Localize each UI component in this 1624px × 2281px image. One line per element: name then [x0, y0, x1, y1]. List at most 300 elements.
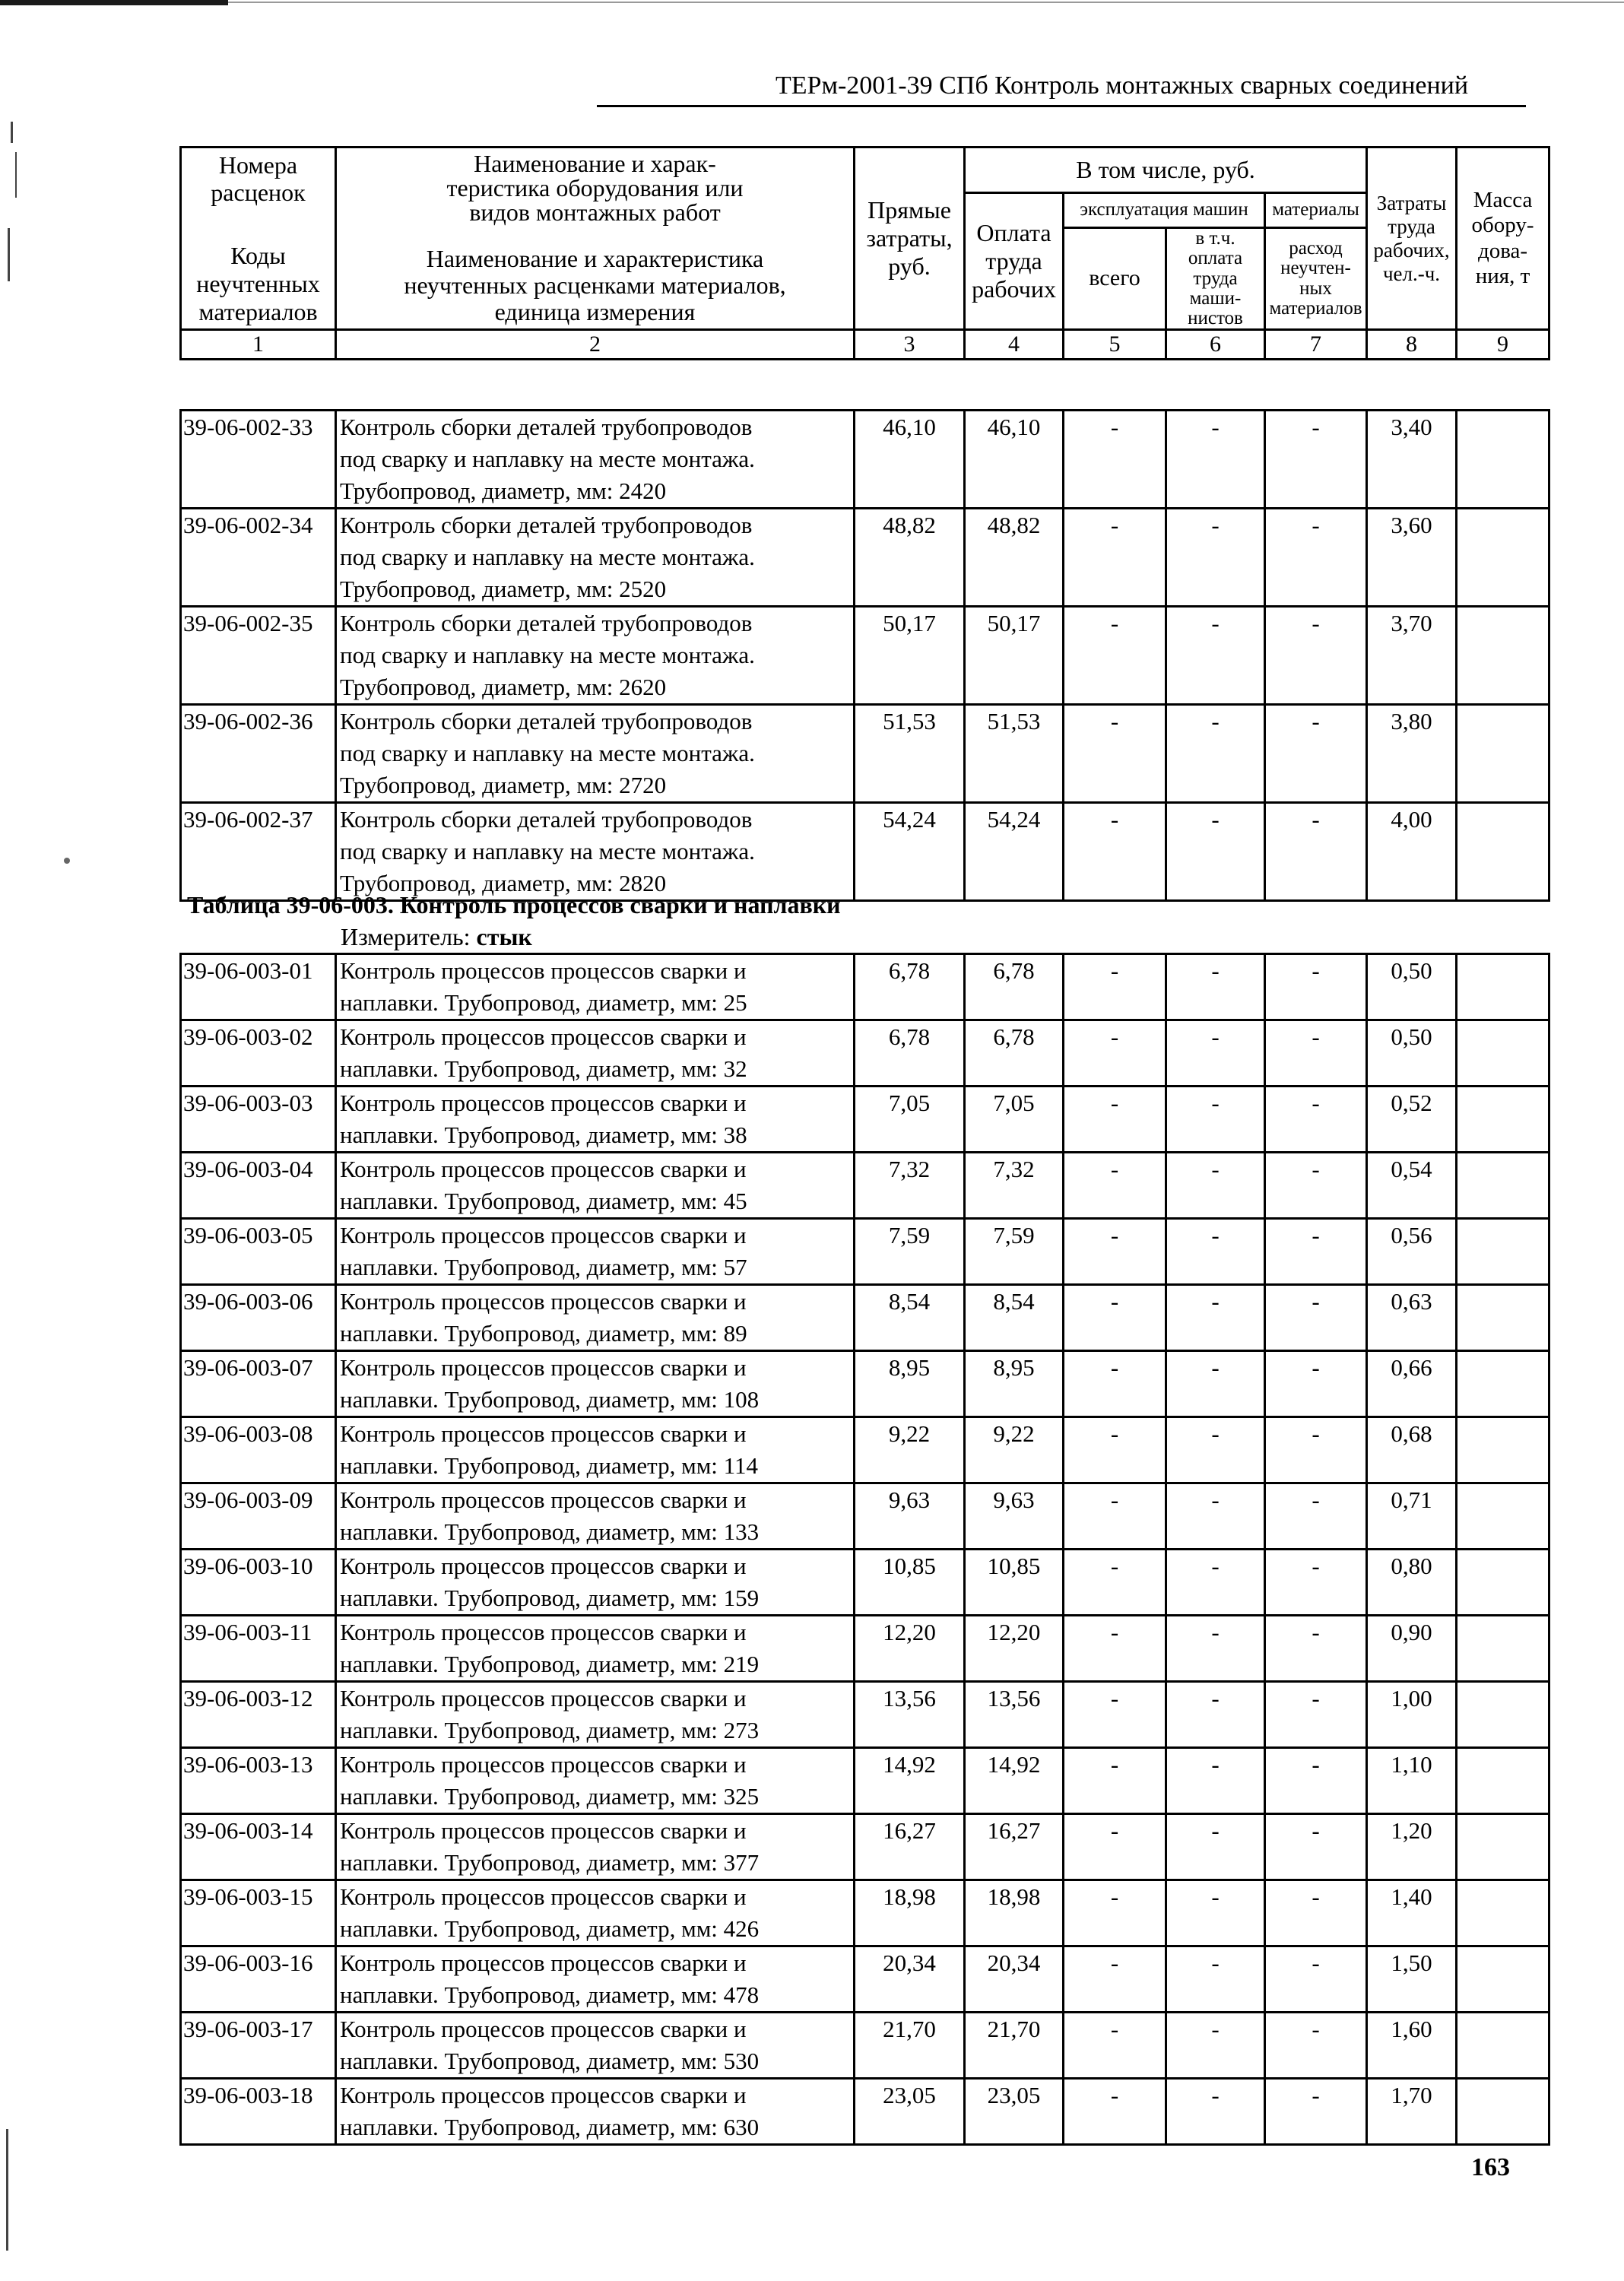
- worker-wages: 10,85: [965, 1550, 1064, 1616]
- machines-total: -: [1064, 954, 1166, 1020]
- header-machines-total: всего: [1064, 228, 1166, 330]
- description-line: Контроль процессов процессов сварки и: [340, 2082, 747, 2108]
- worker-wages: 13,56: [965, 1682, 1064, 1748]
- description-line: под сварку и наплавку на месте монтажа.: [340, 838, 755, 864]
- worker-wages: 9,63: [965, 1483, 1064, 1550]
- description-line: Контроль процессов процессов сварки и: [340, 1685, 747, 1712]
- header-materials-group: материалы: [1265, 193, 1367, 228]
- machines-total: -: [1064, 1550, 1166, 1616]
- machines-total: -: [1064, 2079, 1166, 2145]
- labor-hours: 3,70: [1367, 607, 1457, 705]
- equipment-mass: [1457, 1219, 1549, 1285]
- direct-costs: 54,24: [855, 803, 965, 901]
- labor-hours: 1,20: [1367, 1814, 1457, 1880]
- rate-description: [336, 1880, 855, 1946]
- unaccounted-materials: -: [1265, 1550, 1367, 1616]
- operator-wages: -: [1166, 1483, 1265, 1550]
- machines-total: -: [1064, 803, 1166, 901]
- equipment-mass: [1457, 1682, 1549, 1748]
- header-direct-costs: Прямые затраты, руб.: [855, 148, 965, 330]
- description-line: Контроль процессов процессов сварки и: [340, 1156, 747, 1182]
- description-line: наплавки. Трубопровод, диаметр, мм: 89: [340, 1320, 747, 1347]
- table-39-06-002: [179, 409, 1550, 902]
- description-line: под сварку и наплавку на месте монтажа.: [340, 642, 755, 668]
- unaccounted-materials: -: [1265, 1351, 1367, 1417]
- machines-total: -: [1064, 509, 1166, 607]
- description-line: под сварку и наплавку на месте монтажа.: [340, 740, 755, 766]
- table-row: [181, 1814, 1549, 1880]
- labor-hours: 0,54: [1367, 1153, 1457, 1219]
- table-row: [181, 509, 1549, 607]
- description-line: Контроль процессов процессов сварки и: [340, 1817, 747, 1844]
- direct-costs: 21,70: [855, 2013, 965, 2079]
- rate-description: [336, 1748, 855, 1814]
- worker-wages: 6,78: [965, 1020, 1064, 1087]
- equipment-mass: [1457, 1616, 1549, 1682]
- header-name: Наименование и харак- теристика оборудования или видов монтажных работ Наименование и характеристика неучтенных расценками материалов, единица измерения: [336, 148, 855, 330]
- rate-code: 39-06-003-05: [181, 1219, 336, 1285]
- labor-hours: 0,63: [1367, 1285, 1457, 1351]
- worker-wages: 12,20: [965, 1616, 1064, 1682]
- worker-wages: 8,95: [965, 1351, 1064, 1417]
- unaccounted-materials: -: [1265, 1483, 1367, 1550]
- description-line: Контроль процессов процессов сварки и: [340, 1486, 747, 1513]
- table-row: [181, 1087, 1549, 1153]
- operator-wages: -: [1166, 803, 1265, 901]
- direct-costs: 16,27: [855, 1814, 965, 1880]
- rate-code: 39-06-003-13: [181, 1748, 336, 1814]
- unaccounted-materials: -: [1265, 1087, 1367, 1153]
- machines-total: -: [1064, 1417, 1166, 1483]
- worker-wages: 7,32: [965, 1153, 1064, 1219]
- description-line: Контроль сборки деталей трубопроводов: [340, 414, 753, 440]
- unaccounted-materials: -: [1265, 1682, 1367, 1748]
- machines-total: -: [1064, 1880, 1166, 1946]
- machines-total: -: [1064, 1285, 1166, 1351]
- rate-code: 39-06-003-14: [181, 1814, 336, 1880]
- worker-wages: 9,22: [965, 1417, 1064, 1483]
- equipment-mass: [1457, 1285, 1549, 1351]
- equipment-mass: [1457, 1748, 1549, 1814]
- equipment-mass: [1457, 1020, 1549, 1087]
- table-row: [181, 1285, 1549, 1351]
- column-number: 4: [965, 330, 1064, 360]
- description-line: Контроль процессов процессов сварки и: [340, 1090, 747, 1116]
- table-row: [181, 1483, 1549, 1550]
- rate-description: [336, 1219, 855, 1285]
- running-header: ТЕРм-2001-39 СПб Контроль монтажных сварных соединений: [776, 71, 1469, 100]
- equipment-mass: [1457, 1550, 1549, 1616]
- unaccounted-materials: -: [1265, 1748, 1367, 1814]
- column-header-table: [179, 146, 1550, 360]
- margin-mark: [15, 152, 17, 198]
- unaccounted-materials: -: [1265, 803, 1367, 901]
- machines-total: -: [1064, 1483, 1166, 1550]
- table-row: [181, 2013, 1549, 2079]
- table-row: [181, 1880, 1549, 1946]
- rate-description: [336, 1682, 855, 1748]
- page-number: 163: [1471, 2153, 1510, 2181]
- unaccounted-materials: -: [1265, 1153, 1367, 1219]
- equipment-mass: [1457, 1814, 1549, 1880]
- labor-hours: 0,80: [1367, 1550, 1457, 1616]
- equipment-mass: [1457, 607, 1549, 705]
- labor-hours: 0,50: [1367, 1020, 1457, 1087]
- operator-wages: -: [1166, 1748, 1265, 1814]
- equipment-mass: [1457, 2013, 1549, 2079]
- direct-costs: 8,54: [855, 1285, 965, 1351]
- rate-code: 39-06-003-10: [181, 1550, 336, 1616]
- description-line: наплавки. Трубопровод, диаметр, мм: 273: [340, 1717, 760, 1743]
- rate-description: [336, 2079, 855, 2145]
- labor-hours: 1,40: [1367, 1880, 1457, 1946]
- description-line: Контроль сборки деталей трубопроводов: [340, 610, 753, 636]
- direct-costs: 14,92: [855, 1748, 965, 1814]
- labor-hours: 0,56: [1367, 1219, 1457, 1285]
- machines-total: -: [1064, 1946, 1166, 2013]
- description-line: наплавки. Трубопровод, диаметр, мм: 114: [340, 1452, 759, 1479]
- description-line: наплавки. Трубопровод, диаметр, мм: 530: [340, 2048, 760, 2074]
- rate-description: [336, 509, 855, 607]
- header-equipment-mass: Масса обору- дова- ния, т: [1457, 148, 1549, 330]
- machines-total: -: [1064, 705, 1166, 803]
- table-row: [181, 2079, 1549, 2145]
- operator-wages: -: [1166, 1087, 1265, 1153]
- operator-wages: -: [1166, 1153, 1265, 1219]
- operator-wages: -: [1166, 607, 1265, 705]
- labor-hours: 3,60: [1367, 509, 1457, 607]
- rate-code: 39-06-003-07: [181, 1351, 336, 1417]
- machines-total: -: [1064, 607, 1166, 705]
- operator-wages: -: [1166, 1880, 1265, 1946]
- rate-description: [336, 1417, 855, 1483]
- rate-description: [336, 1351, 855, 1417]
- direct-costs: 6,78: [855, 954, 965, 1020]
- rate-description: [336, 1285, 855, 1351]
- machines-total: -: [1064, 1682, 1166, 1748]
- direct-costs: 7,05: [855, 1087, 965, 1153]
- equipment-mass: [1457, 411, 1549, 509]
- rate-code: 39-06-003-06: [181, 1285, 336, 1351]
- operator-wages: -: [1166, 1946, 1265, 2013]
- description-line: наплавки. Трубопровод, диаметр, мм: 45: [340, 1188, 747, 1214]
- rate-code: 39-06-003-18: [181, 2079, 336, 2145]
- description-line: Контроль сборки деталей трубопроводов: [340, 512, 753, 538]
- description-line: Контроль процессов процессов сварки и: [340, 1222, 747, 1248]
- labor-hours: 0,52: [1367, 1087, 1457, 1153]
- measure-unit-label: Измеритель: стык: [341, 923, 532, 950]
- description-line: Контроль процессов процессов сварки и: [340, 1949, 747, 1976]
- margin-mark: [8, 228, 10, 281]
- table-row: [181, 1748, 1549, 1814]
- scan-edge-shadow: [0, 0, 228, 5]
- equipment-mass: [1457, 2079, 1549, 2145]
- rate-description: [336, 803, 855, 901]
- rate-description: [336, 1483, 855, 1550]
- machines-total: -: [1064, 1814, 1166, 1880]
- rate-description: [336, 1946, 855, 2013]
- equipment-mass: [1457, 1880, 1549, 1946]
- direct-costs: 23,05: [855, 2079, 965, 2145]
- labor-hours: 0,68: [1367, 1417, 1457, 1483]
- labor-hours: 3,80: [1367, 705, 1457, 803]
- worker-wages: 48,82: [965, 509, 1064, 607]
- worker-wages: 46,10: [965, 411, 1064, 509]
- description-line: Контроль процессов процессов сварки и: [340, 1751, 747, 1778]
- direct-costs: 6,78: [855, 1020, 965, 1087]
- operator-wages: -: [1166, 1682, 1265, 1748]
- header-labor-hours: Затраты труда рабочих, чел.-ч.: [1367, 148, 1457, 330]
- description-line: Контроль процессов процессов сварки и: [340, 1883, 747, 1910]
- description-line: наплавки. Трубопровод, диаметр, мм: 325: [340, 1783, 760, 1810]
- rate-code: 39-06-002-34: [181, 509, 336, 607]
- rate-code: 39-06-003-09: [181, 1483, 336, 1550]
- table-row: [181, 1153, 1549, 1219]
- column-number: 1: [181, 330, 336, 360]
- table-row: [181, 1417, 1549, 1483]
- description-line: Контроль процессов процессов сварки и: [340, 1619, 747, 1645]
- operator-wages: -: [1166, 1417, 1265, 1483]
- rate-code: 39-06-003-08: [181, 1417, 336, 1483]
- table-row: [181, 1616, 1549, 1682]
- unaccounted-materials: -: [1265, 607, 1367, 705]
- description-line: наплавки. Трубопровод, диаметр, мм: 219: [340, 1651, 760, 1677]
- operator-wages: -: [1166, 411, 1265, 509]
- equipment-mass: [1457, 954, 1549, 1020]
- machines-total: -: [1064, 2013, 1166, 2079]
- equipment-mass: [1457, 1087, 1549, 1153]
- description-line: Трубопровод, диаметр, мм: 2620: [340, 674, 667, 700]
- column-number: 3: [855, 330, 965, 360]
- operator-wages: -: [1166, 1285, 1265, 1351]
- description-line: наплавки. Трубопровод, диаметр, мм: 426: [340, 1915, 760, 1942]
- rate-code: 39-06-003-04: [181, 1153, 336, 1219]
- worker-wages: 23,05: [965, 2079, 1064, 2145]
- table-row: [181, 1682, 1549, 1748]
- worker-wages: 7,59: [965, 1219, 1064, 1285]
- description-line: наплавки. Трубопровод, диаметр, мм: 25: [340, 989, 747, 1016]
- margin-mark: [11, 122, 13, 143]
- rate-code: 39-06-003-02: [181, 1020, 336, 1087]
- direct-costs: 48,82: [855, 509, 965, 607]
- rate-code: 39-06-002-37: [181, 803, 336, 901]
- direct-costs: 51,53: [855, 705, 965, 803]
- rate-code: 39-06-003-01: [181, 954, 336, 1020]
- rate-code: 39-06-002-36: [181, 705, 336, 803]
- direct-costs: 8,95: [855, 1351, 965, 1417]
- machines-total: -: [1064, 1153, 1166, 1219]
- machines-total: -: [1064, 1219, 1166, 1285]
- table-row: [181, 1946, 1549, 2013]
- description-line: наплавки. Трубопровод, диаметр, мм: 32: [340, 1055, 747, 1082]
- description-line: Трубопровод, диаметр, мм: 2520: [340, 576, 667, 602]
- labor-hours: 1,60: [1367, 2013, 1457, 2079]
- description-line: Контроль процессов процессов сварки и: [340, 957, 747, 984]
- rate-description: [336, 1616, 855, 1682]
- machines-total: -: [1064, 1351, 1166, 1417]
- direct-costs: 13,56: [855, 1682, 965, 1748]
- description-line: наплавки. Трубопровод, диаметр, мм: 133: [340, 1518, 760, 1545]
- labor-hours: 0,71: [1367, 1483, 1457, 1550]
- labor-hours: 0,90: [1367, 1616, 1457, 1682]
- worker-wages: 51,53: [965, 705, 1064, 803]
- description-line: Контроль процессов процессов сварки и: [340, 2016, 747, 2042]
- description-line: Контроль сборки деталей трубопроводов: [340, 806, 753, 833]
- table-39-06-003: [179, 953, 1550, 2146]
- equipment-mass: [1457, 1351, 1549, 1417]
- labor-hours: 0,66: [1367, 1351, 1457, 1417]
- unaccounted-materials: -: [1265, 1219, 1367, 1285]
- table-row: [181, 1550, 1549, 1616]
- unaccounted-materials: -: [1265, 1020, 1367, 1087]
- direct-costs: 20,34: [855, 1946, 965, 2013]
- equipment-mass: [1457, 705, 1549, 803]
- unaccounted-materials: -: [1265, 1814, 1367, 1880]
- machines-total: -: [1064, 1748, 1166, 1814]
- rate-description: [336, 411, 855, 509]
- column-number: 8: [1367, 330, 1457, 360]
- equipment-mass: [1457, 1417, 1549, 1483]
- unaccounted-materials: -: [1265, 1946, 1367, 2013]
- rate-code: 39-06-003-12: [181, 1682, 336, 1748]
- unaccounted-materials: -: [1265, 509, 1367, 607]
- unaccounted-materials: -: [1265, 2079, 1367, 2145]
- direct-costs: 46,10: [855, 411, 965, 509]
- operator-wages: -: [1166, 2013, 1265, 2079]
- description-line: под сварку и наплавку на месте монтажа.: [340, 446, 755, 472]
- machines-total: -: [1064, 1616, 1166, 1682]
- table-row: [181, 803, 1549, 901]
- column-number: 7: [1265, 330, 1367, 360]
- description-line: наплавки. Трубопровод, диаметр, мм: 159: [340, 1585, 760, 1611]
- column-number: 2: [336, 330, 855, 360]
- rate-code: 39-06-002-33: [181, 411, 336, 509]
- description-line: Трубопровод, диаметр, мм: 2720: [340, 772, 667, 798]
- header-machines-group: эксплуатация машин: [1064, 193, 1265, 228]
- machines-total: -: [1064, 411, 1166, 509]
- worker-wages: 20,34: [965, 1946, 1064, 2013]
- labor-hours: 3,40: [1367, 411, 1457, 509]
- equipment-mass: [1457, 1153, 1549, 1219]
- operator-wages: -: [1166, 1020, 1265, 1087]
- header-rule: [597, 105, 1526, 107]
- worker-wages: 21,70: [965, 2013, 1064, 2079]
- rate-code: 39-06-003-15: [181, 1880, 336, 1946]
- labor-hours: 4,00: [1367, 803, 1457, 901]
- direct-costs: 9,22: [855, 1417, 965, 1483]
- operator-wages: -: [1166, 1550, 1265, 1616]
- rate-code: 39-06-003-11: [181, 1616, 336, 1682]
- operator-wages: -: [1166, 954, 1265, 1020]
- labor-hours: 1,10: [1367, 1748, 1457, 1814]
- labor-hours: 0,50: [1367, 954, 1457, 1020]
- table-row: [181, 954, 1549, 1020]
- description-line: наплавки. Трубопровод, диаметр, мм: 377: [340, 1849, 760, 1876]
- description-line: наплавки. Трубопровод, диаметр, мм: 630: [340, 2114, 760, 2140]
- machines-total: -: [1064, 1087, 1166, 1153]
- direct-costs: 50,17: [855, 607, 965, 705]
- equipment-mass: [1457, 1946, 1549, 2013]
- operator-wages: -: [1166, 1616, 1265, 1682]
- operator-wages: -: [1166, 1219, 1265, 1285]
- unaccounted-materials: -: [1265, 1880, 1367, 1946]
- description-line: Контроль процессов процессов сварки и: [340, 1553, 747, 1579]
- rate-code: 39-06-002-35: [181, 607, 336, 705]
- header-unaccounted-materials: расход неучтен- ных материалов: [1265, 228, 1367, 330]
- worker-wages: 16,27: [965, 1814, 1064, 1880]
- operator-wages: -: [1166, 509, 1265, 607]
- header-rate-number: Номера расценок Коды неучтенных материалов: [181, 148, 336, 330]
- rate-code: 39-06-003-17: [181, 2013, 336, 2079]
- header-including-group: В том числе, руб.: [965, 148, 1367, 193]
- rate-description: [336, 2013, 855, 2079]
- rate-description: [336, 705, 855, 803]
- margin-mark: [6, 2129, 8, 2251]
- worker-wages: 18,98: [965, 1880, 1064, 1946]
- description-line: под сварку и наплавку на месте монтажа.: [340, 544, 755, 570]
- column-number: 6: [1166, 330, 1265, 360]
- description-line: Контроль сборки деталей трубопроводов: [340, 708, 753, 734]
- equipment-mass: [1457, 803, 1549, 901]
- operator-wages: -: [1166, 705, 1265, 803]
- description-line: наплавки. Трубопровод, диаметр, мм: 108: [340, 1386, 760, 1413]
- description-line: наплавки. Трубопровод, диаметр, мм: 478: [340, 1981, 760, 2008]
- scan-top-line: [228, 2, 1624, 3]
- rate-code: 39-06-003-03: [181, 1087, 336, 1153]
- labor-hours: 1,00: [1367, 1682, 1457, 1748]
- equipment-mass: [1457, 509, 1549, 607]
- rate-code: 39-06-003-16: [181, 1946, 336, 2013]
- table-row: [181, 1020, 1549, 1087]
- table-title: Таблица 39-06-003. Контроль процессов сварки и наплавки: [187, 891, 841, 918]
- operator-wages: -: [1166, 1351, 1265, 1417]
- unaccounted-materials: -: [1265, 2013, 1367, 2079]
- unaccounted-materials: -: [1265, 705, 1367, 803]
- labor-hours: 1,50: [1367, 1946, 1457, 2013]
- equipment-mass: [1457, 1483, 1549, 1550]
- description-line: Контроль процессов процессов сварки и: [340, 1023, 747, 1050]
- direct-costs: 18,98: [855, 1880, 965, 1946]
- table-row: [181, 705, 1549, 803]
- table-row: [181, 607, 1549, 705]
- worker-wages: 6,78: [965, 954, 1064, 1020]
- table-row: [181, 1219, 1549, 1285]
- unaccounted-materials: -: [1265, 1417, 1367, 1483]
- table-row: [181, 411, 1549, 509]
- column-number: 9: [1457, 330, 1549, 360]
- worker-wages: 8,54: [965, 1285, 1064, 1351]
- description-line: наплавки. Трубопровод, диаметр, мм: 38: [340, 1121, 747, 1148]
- rate-description: [336, 607, 855, 705]
- description-line: Трубопровод, диаметр, мм: 2420: [340, 477, 667, 504]
- rate-description: [336, 1087, 855, 1153]
- description-line: Трубопровод, диаметр, мм: 2820: [340, 870, 667, 896]
- rate-description: [336, 1153, 855, 1219]
- header-worker-wages: Оплата труда рабочих: [965, 193, 1064, 330]
- column-number: 5: [1064, 330, 1166, 360]
- direct-costs: 10,85: [855, 1550, 965, 1616]
- header-operator-wages: в т.ч. оплата труда маши- нистов: [1166, 228, 1265, 330]
- scan-speck: [64, 858, 70, 864]
- unaccounted-materials: -: [1265, 411, 1367, 509]
- description-line: наплавки. Трубопровод, диаметр, мм: 57: [340, 1254, 747, 1280]
- unaccounted-materials: -: [1265, 954, 1367, 1020]
- rate-description: [336, 1550, 855, 1616]
- table-row: [181, 1351, 1549, 1417]
- description-line: Контроль процессов процессов сварки и: [340, 1354, 747, 1381]
- direct-costs: 7,59: [855, 1219, 965, 1285]
- worker-wages: 54,24: [965, 803, 1064, 901]
